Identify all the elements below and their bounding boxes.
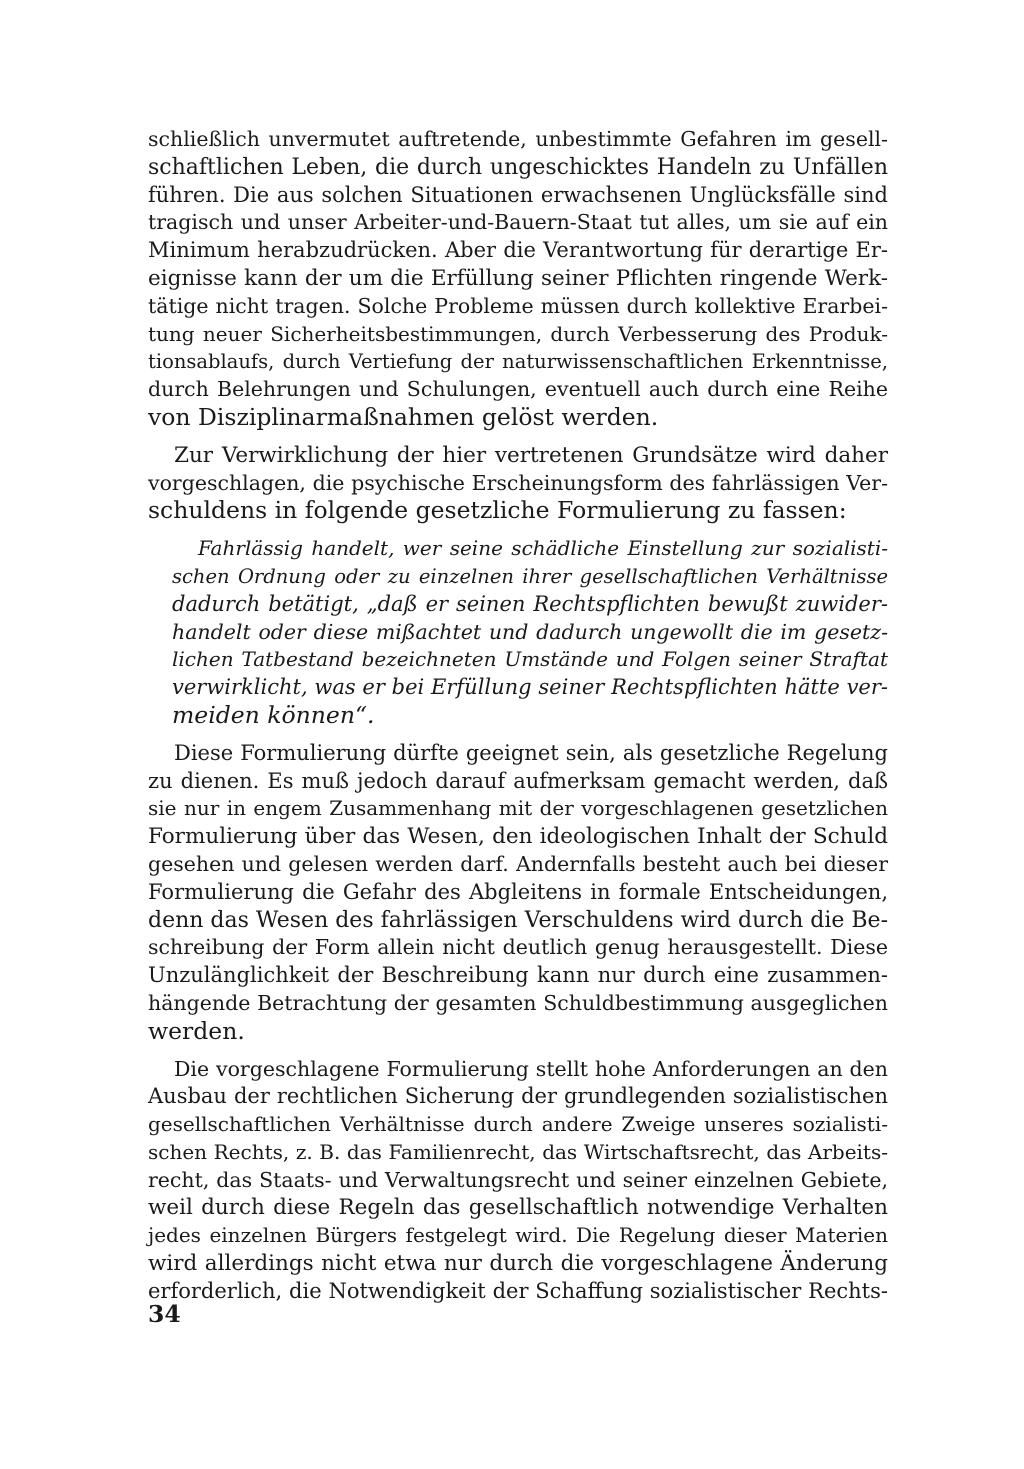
text-line: schuldens in folgende gesetzliche Formulierung zu fassen: (148, 496, 847, 525)
paragraph-2 (148, 442, 888, 525)
text-line: weil durch diese Regeln das gesellschaftlich notwendige Verhalten (148, 1195, 888, 1221)
text-line: durch Belehrungen und Schulungen, eventuell auch durch eine Reihe (148, 377, 888, 402)
text-line: jedes einzelnen Bürgers festgelegt wird. Die Regelung dieser Materien (148, 1223, 888, 1248)
text-line: von Disziplinarmaßnahmen gelöst werden. (148, 402, 659, 431)
text-line: tragisch und unser Arbeiter-und-Bauern-Staat tut alles, um sie auf ein (148, 210, 888, 235)
text-line: Zur Verwirklichung der hier vertretenen Grundsätze wird daher (174, 442, 888, 468)
text-line: recht, das Staats- und Verwaltungsrecht und seiner einzelnen Gebiete, (148, 1167, 888, 1192)
quote-block (148, 535, 888, 730)
paragraph-3 (148, 740, 888, 1046)
quote-line: lichen Tatbestand bezeichneten Umstände und Folgen seiner Straftat (172, 647, 888, 672)
text-line: schließlich unvermutet auftretende, unbestimmte Gefahren im gesell- (148, 127, 888, 151)
text-line: Die vorgeschlagene Formulierung stellt hohe Anforderungen an den (174, 1056, 888, 1081)
quote-line: Fahrlässig handelt, wer seine schädliche Einstellung zur sozialisti- (198, 536, 888, 561)
text-line: schen Rechts, z. B. das Familienrecht, das Wirtschaftsrecht, das Arbeits- (148, 1139, 888, 1164)
text-line: eignisse kann der um die Erfüllung seiner Pflichten ringende Werk- (148, 265, 888, 291)
text-line: führen. Die aus solchen Situationen erwachsenen Unglücksfälle sind (148, 182, 888, 207)
text-line: tätige nicht tragen. Solche Probleme müssen durch kollektive Erarbei- (148, 293, 888, 318)
page-body (148, 126, 888, 1316)
text-line: tionsablaufs, durch Vertiefung der naturwissenschaftlichen Erkenntnisse, (148, 350, 888, 374)
text-line: Diese Formulierung dürfte geeignet sein, als gesetzliche Regelung (174, 740, 888, 765)
quote-line: verwirklicht, was er bei Erfüllung seiner Rechtspflichten hätte ver- (172, 675, 888, 700)
text-line: erforderlich, die Notwendigkeit der Schaffung sozialistischer Rechts- (148, 1278, 888, 1303)
text-line: hängende Betrachtung der gesamten Schuldbestimmung ausgeglichen (148, 990, 888, 1015)
text-line: Minimum herabzudrücken. Aber die Verantwortung für derartige Er- (148, 238, 888, 263)
text-line: zu dienen. Es muß jedoch darauf aufmerksam gemacht werden, daß (148, 768, 888, 793)
page-number: 34 (148, 1300, 181, 1328)
text-line: Formulierung über das Wesen, den ideologischen Inhalt der Schuld (148, 824, 888, 850)
text-line: vorgeschlagen, die psychische Erscheinungsform des fahrlässigen Ver- (148, 470, 888, 495)
text-line: schreibung der Form allein nicht deutlich genug herausgestellt. Diese (148, 935, 888, 960)
text-line: Ausbau der rechtlichen Sicherung der grundlegenden sozialistischen (148, 1084, 888, 1109)
text-line: Unzulänglichkeit der Beschreibung kann nur durch eine zusammen- (148, 963, 888, 988)
paragraph-1 (148, 126, 888, 432)
text-line: denn das Wesen des fahrlässigen Verschuldens wird durch die Be- (148, 907, 888, 933)
text-line: sie nur in engem Zusammenhang mit der vorgeschlagenen gesetzlichen (148, 796, 888, 821)
quote-line: handelt oder diese mißachtet und dadurch ungewollt die im gesetz- (172, 619, 888, 644)
text-line: gesehen und gelesen werden darf. Andernfalls besteht auch bei dieser (148, 851, 888, 876)
text-line: gesellschaftlichen Verhältnisse durch andere Zweige unseres sozialisti- (148, 1112, 888, 1137)
text-line: Formulierung die Gefahr des Abgleitens in formale Entscheidungen, (148, 879, 888, 904)
text-line: wird allerdings nicht etwa nur durch die vorgeschlagene Änderung (148, 1251, 888, 1277)
text-line: tung neuer Sicherheitsbestimmungen, durch Verbesserung des Produk- (148, 321, 888, 346)
text-line: schaftlichen Leben, die durch ungeschicktes Handeln zu Unfällen (148, 154, 888, 180)
paragraph-4 (148, 1056, 888, 1306)
quote-line: schen Ordnung oder zu einzelnen ihrer gesellschaftlichen Verhältnisse (172, 564, 888, 588)
text-line: werden. (148, 1016, 245, 1045)
quote-line: dadurch betätigt, „daß er seinen Rechtspflichten bewußt zuwider- (172, 591, 888, 616)
quote-line: meiden können“. (172, 700, 375, 729)
